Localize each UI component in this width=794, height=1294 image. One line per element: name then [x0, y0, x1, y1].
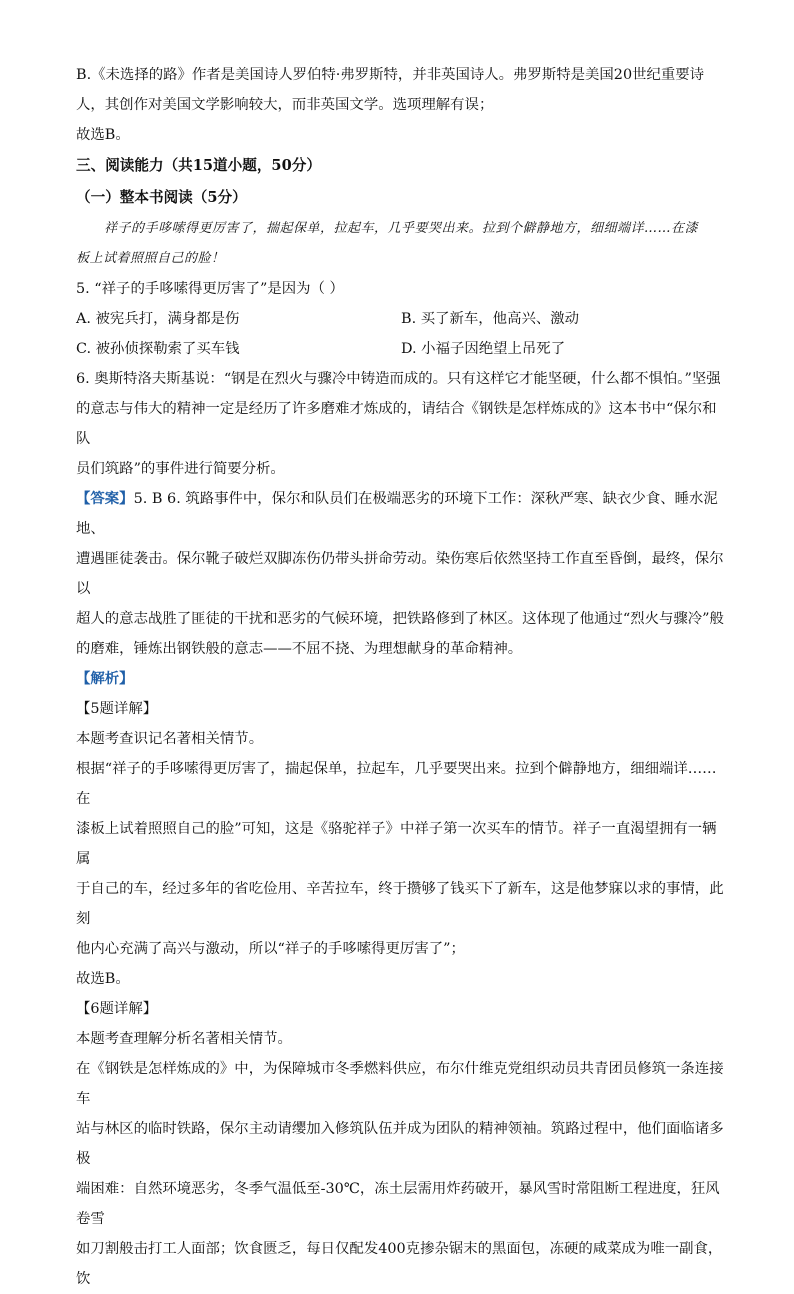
answer-tag: 【答案】 — [76, 490, 134, 507]
question-6-line: 6. 奥斯特洛夫斯基说：“钢是在烈火与骤冷中铸造而成的。只有这样它才能坚硬，什么都不惧怕。”坚强 — [76, 371, 721, 387]
option-d: D. 小福子因绝望上吊死了 — [401, 341, 566, 357]
question-5-stem: 5. “祥子的手哆嗦得更厉害了”是因为（ ） — [76, 281, 344, 297]
answer-line — [76, 484, 726, 544]
question-6-line: 员们筑路”的事件进行简要分析。 — [76, 461, 285, 477]
q5-detail-heading: 【5题详解】 — [76, 701, 158, 717]
option-c: C. 被孙侦探勒索了买车钱 — [76, 341, 240, 357]
question-6-line: 的意志与伟大的精神一定是经历了许多磨难才炼成的，请结合《钢铁是怎样炼成的》这本书中“保尔和队 — [76, 401, 717, 447]
passage-line: 板上试着照照自己的脸！ — [76, 251, 225, 266]
passage-line: 祥子的手哆嗦得更厉害了，揣起保单，拉起车，几乎要哭出来。拉到个僻静地方，细细端详……在漆 — [104, 221, 699, 236]
analysis-line: 他内心充满了高兴与激动，所以“祥子的手哆嗦得更厉害了”； — [76, 941, 465, 957]
prev-conclusion: 故选B。 — [76, 127, 130, 143]
analysis-line: 于自己的车，经过多年的省吃俭用、辛苦拉车，终于攒够了钱买下了新车，这是他梦寐以求的事情，此刻 — [76, 881, 724, 927]
option-a: A. 被宪兵打，满身都是伤 — [76, 311, 240, 327]
document-page — [76, 60, 726, 1294]
analysis-line: 如刀割般击打工人面部；饮食匮乏，每日仅配发400克掺杂锯末的黑面包，冻硬的咸菜成为唯一副食，饮 — [76, 1241, 723, 1287]
prev-option-b-line: B.《未选择的路》作者是美国诗人罗伯特·弗罗斯特，并非英国诗人。弗罗斯特是美国20世纪重要诗 — [76, 67, 705, 83]
analysis-conclusion: 故选B。 — [76, 971, 130, 987]
analysis-line: 端困难：自然环境恶劣，冬季气温低至-30℃，冻土层需用炸药破开，暴风雪时常阻断工程进度，狂风卷雪 — [76, 1181, 720, 1227]
answer-line: 遭遇匪徒袭击。保尔靴子破烂双脚冻伤仍带头拼命劳动。染伤寒后依然坚持工作直至昏倒，最终，保尔以 — [76, 551, 724, 597]
analysis-line: 漆板上试着照照自己的脸”可知，这是《骆驼祥子》中祥子第一次买车的情节。祥子一直渴望拥有一辆属 — [76, 821, 717, 867]
prev-option-b-line: 人，其创作对美国文学影响较大，而非英国文学。选项理解有误； — [76, 97, 494, 113]
analysis-tag: 【解析】 — [76, 670, 134, 687]
question-5-options — [76, 304, 726, 364]
answer-text: 5. B 6. 筑路事件中，保尔和队员们在极端恶劣的环境下工作：深秋严寒、缺衣少食、睡水泥地、 — [76, 491, 718, 537]
option-b: B. 买了新车，他高兴、激动 — [401, 311, 580, 327]
q6-detail-heading: 【6题详解】 — [76, 1001, 158, 1017]
passage — [76, 214, 726, 274]
answer-line: 的磨难，锤炼出钢铁般的意志——不屈不挠、为理想献身的革命精神。 — [76, 641, 523, 657]
section-subtitle: （一）整本书阅读（5分） — [76, 189, 247, 206]
analysis-line: 站与林区的临时铁路，保尔主动请缨加入修筑队伍并成为团队的精神领袖。筑路过程中，他们面临诸多极 — [76, 1121, 724, 1167]
analysis-line: 在《钢铁是怎样炼成的》中，为保障城市冬季燃料供应，布尔什维克党组织动员共青团员修筑一条连接车 — [76, 1061, 724, 1107]
section-title: 三、阅读能力（共15道小题，50分） — [76, 157, 321, 174]
analysis-line: 本题考查理解分析名著相关情节。 — [76, 1031, 292, 1047]
analysis-line: 根据“祥子的手哆嗦得更厉害了，揣起保单，拉起车，几乎要哭出来。拉到个僻静地方，细细端详……在 — [76, 761, 717, 807]
answer-line: 超人的意志战胜了匪徒的干扰和恶劣的气候环境，把铁路修到了林区。这体现了他通过“烈火与骤冷”般 — [76, 611, 724, 627]
analysis-line: 本题考查识记名著相关情节。 — [76, 731, 264, 747]
